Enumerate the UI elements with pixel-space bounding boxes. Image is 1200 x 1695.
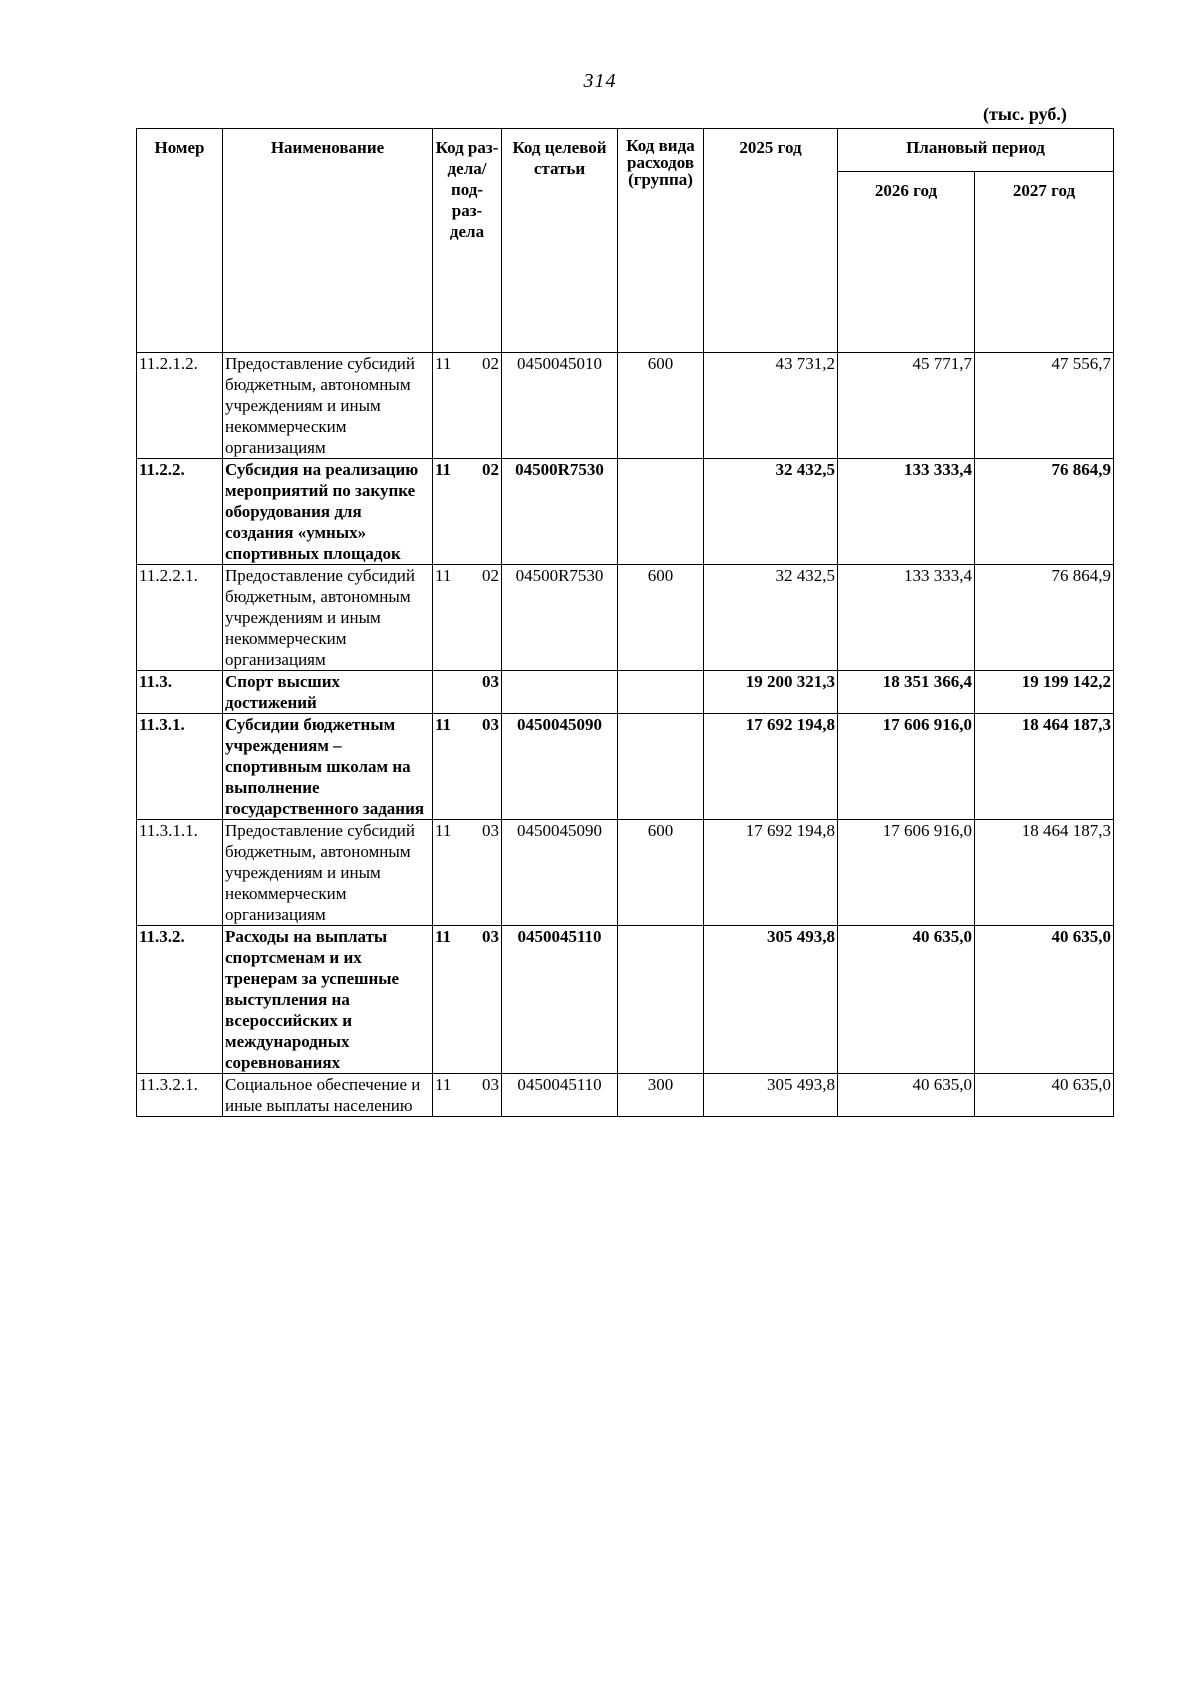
row-amount-2027: 76 864,9 xyxy=(975,565,1114,671)
row-name: Предоставление субсидий бюджетным, автономным учреждениям и иным некоммерческим организациям xyxy=(223,565,433,671)
row-amount-2027: 18 464 187,3 xyxy=(975,820,1114,926)
row-target-code: 04500R7530 xyxy=(502,459,618,565)
header-name: Наименование xyxy=(223,129,433,353)
table-row xyxy=(137,353,1114,459)
row-section-code xyxy=(433,714,502,820)
table-row xyxy=(137,1074,1114,1117)
row-number: 11.2.2. xyxy=(137,459,223,565)
row-expense-type xyxy=(618,671,704,714)
row-amount-2025: 19 200 321,3 xyxy=(704,671,838,714)
row-expense-type xyxy=(618,714,704,820)
row-amount-2025: 43 731,2 xyxy=(704,353,838,459)
row-name: Расходы на выплаты спортсменам и их тренерам за успешные выступления на всероссийских и международных соревнованиях xyxy=(223,926,433,1074)
row-name: Предоставление субсидий бюджетным, автономным учреждениям и иным некоммерческим организациям xyxy=(223,820,433,926)
subsection-code: 03 xyxy=(482,821,499,840)
row-amount-2027: 19 199 142,2 xyxy=(975,671,1114,714)
row-target-code: 0450045090 xyxy=(502,820,618,926)
row-amount-2025: 17 692 194,8 xyxy=(704,820,838,926)
row-section-code xyxy=(433,926,502,1074)
row-section-code xyxy=(433,565,502,671)
row-number: 11.3.2.1. xyxy=(137,1074,223,1117)
row-amount-2027: 76 864,9 xyxy=(975,459,1114,565)
row-section-code xyxy=(433,1074,502,1117)
row-name: Субсидия на реализацию мероприятий по закупке оборудования для создания «умных» спортивных площадок xyxy=(223,459,433,565)
row-expense-type: 600 xyxy=(618,820,704,926)
row-target-code: 04500R7530 xyxy=(502,565,618,671)
table-body xyxy=(137,353,1114,1117)
header-year-2026: 2026 год xyxy=(838,172,975,353)
header-planned-period: Плановый период xyxy=(838,129,1114,172)
section-code: 11 xyxy=(435,715,452,734)
table-row xyxy=(137,820,1114,926)
row-number: 11.3.1.1. xyxy=(137,820,223,926)
row-number: 11.3.2. xyxy=(137,926,223,1074)
subsection-code: 02 xyxy=(482,566,499,585)
row-amount-2026: 40 635,0 xyxy=(838,1074,975,1117)
row-target-code: 0450045110 xyxy=(502,1074,618,1117)
row-amount-2025: 305 493,8 xyxy=(704,1074,838,1117)
subsection-code: 02 xyxy=(482,460,499,479)
row-amount-2025: 32 432,5 xyxy=(704,459,838,565)
subsection-code: 03 xyxy=(482,1075,499,1094)
table-row xyxy=(137,714,1114,820)
row-target-code: 0450045090 xyxy=(502,714,618,820)
row-amount-2026: 17 606 916,0 xyxy=(838,714,975,820)
row-section-code xyxy=(433,459,502,565)
row-amount-2026: 40 635,0 xyxy=(838,926,975,1074)
subsection-code: 03 xyxy=(482,927,499,946)
row-amount-2025: 17 692 194,8 xyxy=(704,714,838,820)
subsection-code: 02 xyxy=(482,354,499,373)
header-expense-type: Код вида расходов (группа) xyxy=(618,129,704,353)
row-amount-2025: 32 432,5 xyxy=(704,565,838,671)
row-amount-2026: 17 606 916,0 xyxy=(838,820,975,926)
row-name: Субсидии бюджетным учреждениям – спортивным школам на выполнение государственного задания xyxy=(223,714,433,820)
row-target-code xyxy=(502,671,618,714)
header-number: Номер xyxy=(137,129,223,353)
row-amount-2026: 133 333,4 xyxy=(838,565,975,671)
row-amount-2027: 47 556,7 xyxy=(975,353,1114,459)
subsection-code: 03 xyxy=(482,672,499,691)
row-number: 11.3.1. xyxy=(137,714,223,820)
section-code: 11 xyxy=(435,460,452,479)
row-section-code xyxy=(433,820,502,926)
header-section: Код раз- дела/ под- раз- дела xyxy=(433,129,502,353)
budget-table xyxy=(136,128,1114,1117)
subsection-code: 03 xyxy=(482,715,499,734)
row-amount-2027: 18 464 187,3 xyxy=(975,714,1114,820)
row-section-code xyxy=(433,671,502,714)
row-expense-type: 600 xyxy=(618,565,704,671)
row-target-code: 0450045110 xyxy=(502,926,618,1074)
section-code: 11 xyxy=(435,1075,452,1094)
row-amount-2026: 133 333,4 xyxy=(838,459,975,565)
row-amount-2026: 18 351 366,4 xyxy=(838,671,975,714)
units-label: (тыс. руб.) xyxy=(983,104,1067,124)
section-code: 11 xyxy=(435,821,452,840)
header-year-2025: 2025 год xyxy=(704,129,838,353)
page-number: 314 xyxy=(583,70,617,92)
section-code: 11 xyxy=(435,927,452,946)
row-section-code xyxy=(433,353,502,459)
section-code: 11 xyxy=(435,354,452,373)
row-amount-2025: 305 493,8 xyxy=(704,926,838,1074)
row-expense-type xyxy=(618,926,704,1074)
row-number: 11.2.1.2. xyxy=(137,353,223,459)
row-expense-type xyxy=(618,459,704,565)
row-target-code: 0450045010 xyxy=(502,353,618,459)
row-number: 11.2.2.1. xyxy=(137,565,223,671)
table-row xyxy=(137,926,1114,1074)
row-name: Социальное обеспечение и иные выплаты населению xyxy=(223,1074,433,1117)
row-expense-type: 600 xyxy=(618,353,704,459)
row-name: Предоставление субсидий бюджетным, автономным учреждениям и иным некоммерческим организациям xyxy=(223,353,433,459)
row-number: 11.3. xyxy=(137,671,223,714)
row-amount-2027: 40 635,0 xyxy=(975,1074,1114,1117)
section-code: 11 xyxy=(435,566,452,585)
row-amount-2026: 45 771,7 xyxy=(838,353,975,459)
row-amount-2027: 40 635,0 xyxy=(975,926,1114,1074)
header-year-2027: 2027 год xyxy=(975,172,1114,353)
row-expense-type: 300 xyxy=(618,1074,704,1117)
header-target: Код целевой статьи xyxy=(502,129,618,353)
table-row xyxy=(137,671,1114,714)
table-row xyxy=(137,565,1114,671)
table-row xyxy=(137,459,1114,565)
row-name: Спорт высших достижений xyxy=(223,671,433,714)
